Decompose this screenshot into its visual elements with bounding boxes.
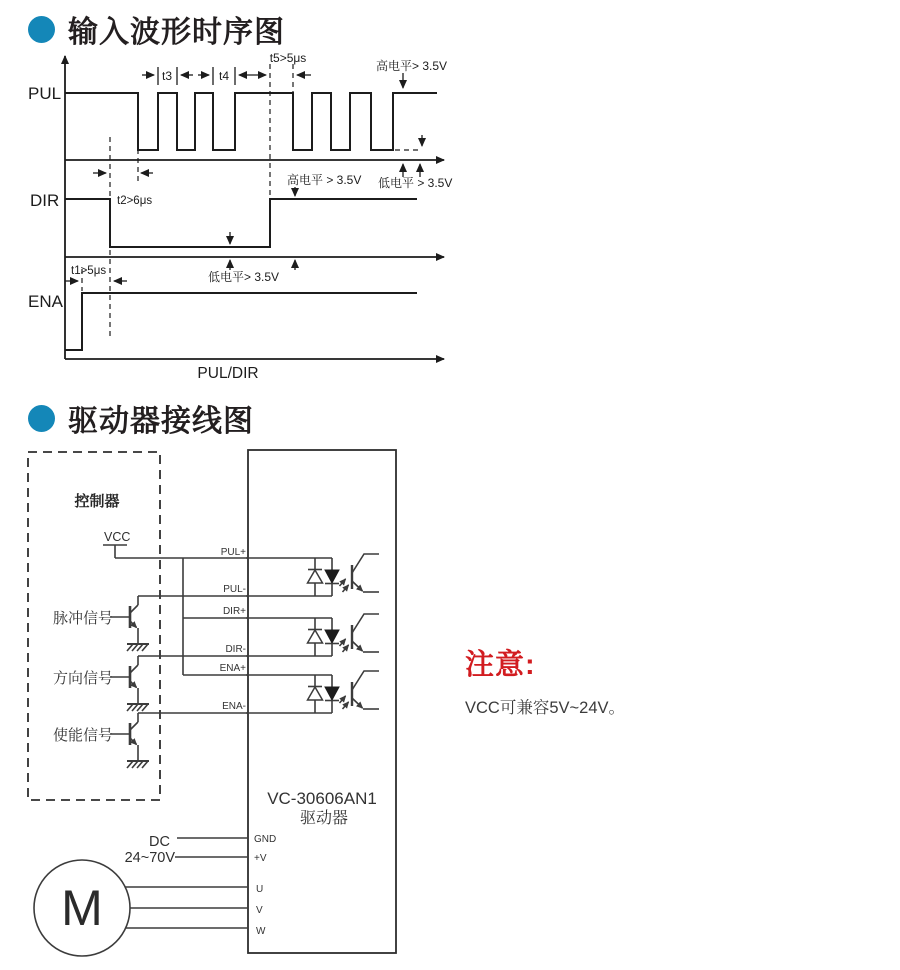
terminal-pul-minus: PUL- <box>223 584 246 595</box>
t2-label: t2>6μs <box>117 195 153 207</box>
t1-label: t1>5μs <box>71 265 107 277</box>
low-level-mid-label: 低电平> 3.5V <box>208 270 280 284</box>
note-title: 注意: <box>465 649 536 681</box>
pul-waveform <box>65 93 437 150</box>
terminal-plus-v: +V <box>254 853 267 864</box>
signal-label-dir: DIR <box>30 191 60 210</box>
ena-waveform <box>65 293 417 350</box>
signal-label-pul: PUL <box>28 84 62 103</box>
vcc-label: VCC <box>104 530 131 544</box>
section-title-wiring <box>28 396 254 440</box>
dc-label: DC <box>149 834 170 850</box>
t4-label: t4 <box>218 69 230 83</box>
bullet-icon <box>28 405 55 432</box>
driver-name-label: 驱动器 <box>299 810 349 827</box>
t3-label: t3 <box>161 69 173 83</box>
signal-label-ena: ENA <box>28 292 63 311</box>
timing-diagram <box>28 51 452 382</box>
terminal-ena-minus: ENA- <box>222 701 246 712</box>
terminal-v: V <box>256 905 263 916</box>
x-axis-title: PUL/DIR <box>197 365 259 382</box>
pulse-transistor <box>110 596 149 651</box>
pulse-signal-label: 脉冲信号 <box>53 610 114 627</box>
high-level-top-label: 高电平> 3.5V <box>376 59 448 73</box>
wiring-diagram <box>28 450 396 956</box>
controller-label: 控制器 <box>74 493 120 510</box>
direction-transistor <box>110 656 149 711</box>
terminal-w: W <box>256 926 266 937</box>
section-title-timing <box>28 7 285 51</box>
motor-label: M <box>61 880 103 936</box>
terminal-ena-plus: ENA+ <box>219 663 246 674</box>
low-level-top-label: 低电平 > 3.5V <box>378 176 453 190</box>
bullet-icon <box>28 16 55 43</box>
terminal-dir-plus: DIR+ <box>222 606 246 617</box>
direction-signal-label: 方向信号 <box>53 670 114 687</box>
terminal-u: U <box>256 884 264 895</box>
high-level-mid-label: 高电平 > 3.5V <box>287 173 362 187</box>
driver-box <box>248 450 396 953</box>
terminal-dir-minus: DIR- <box>225 644 246 655</box>
terminal-gnd: GND <box>254 834 277 845</box>
enable-transistor <box>110 713 149 768</box>
enable-signal-label: 使能信号 <box>53 727 114 744</box>
wiring-title: 驱动器接线图 <box>68 405 254 438</box>
dc-voltage-label: 24~70V <box>124 850 175 866</box>
note-block <box>465 642 625 718</box>
t5-label: t5>5μs <box>269 51 307 65</box>
timing-title: 输入波形时序图 <box>68 16 285 49</box>
note-body: VCC可兼容5V~24V。 <box>465 699 626 717</box>
terminal-pul-plus: PUL+ <box>220 547 246 558</box>
driver-model-label: VC-30606AN1 <box>267 789 377 808</box>
